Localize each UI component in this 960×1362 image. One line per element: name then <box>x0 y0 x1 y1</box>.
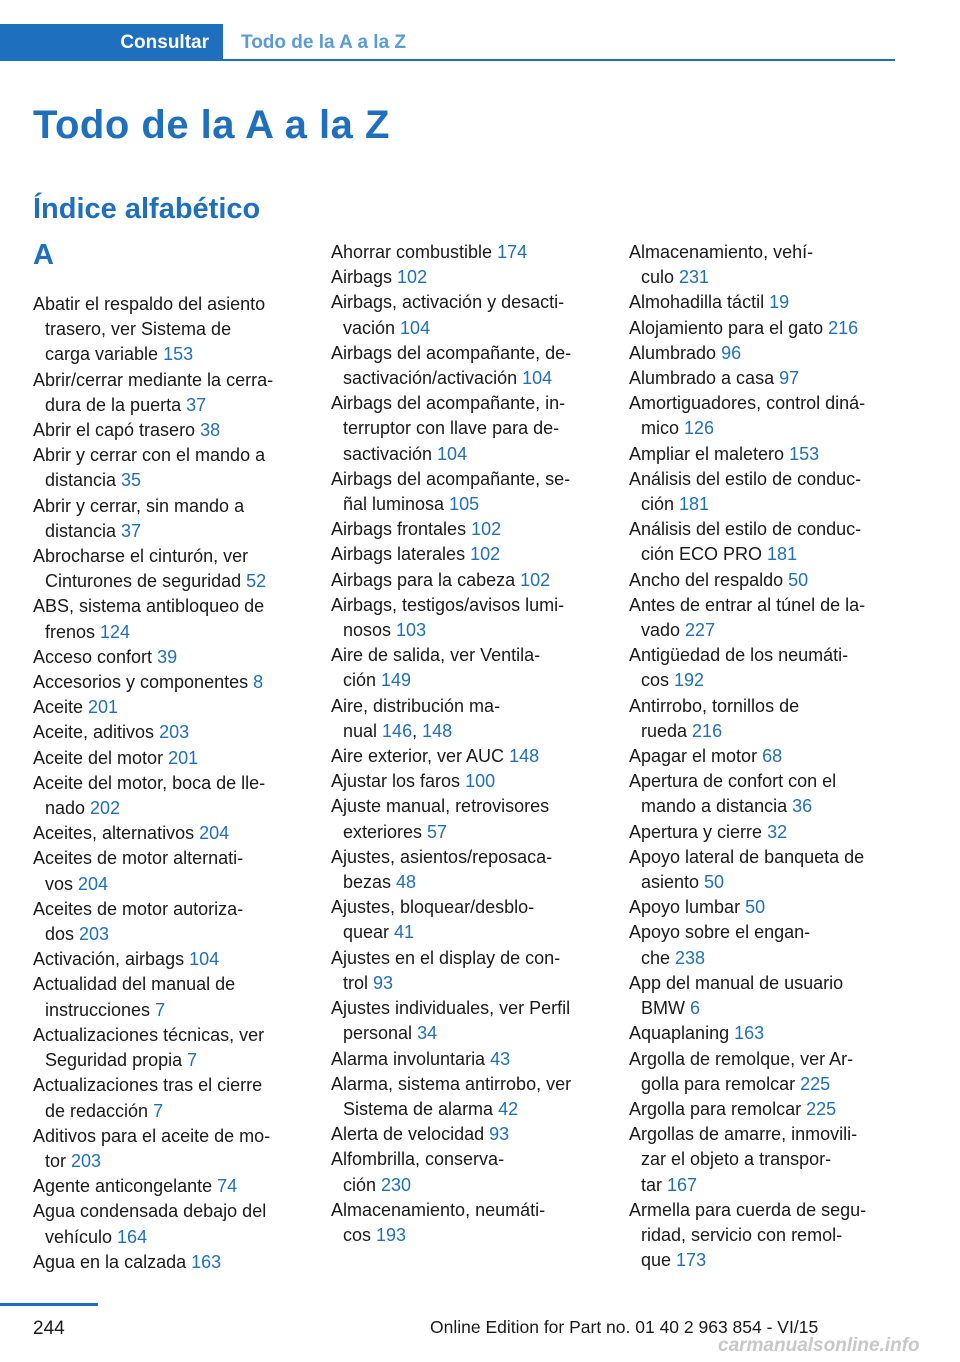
index-entry <box>33 821 313 846</box>
index-entry-text: Airbags, testigos/avisos lumi- <box>331 594 565 615</box>
section-title: Índice alfabético <box>33 193 261 225</box>
index-entry-text: Abrir/cerrar mediante la cerra- <box>33 369 274 390</box>
page-link[interactable]: 38 <box>200 420 221 441</box>
index-entry-text: nosos <box>343 620 397 641</box>
index-entry-text: instrucciones <box>45 999 156 1020</box>
index-entry-text: golla para remolcar <box>641 1073 801 1094</box>
index-entry-text: Abrir y cerrar con el mando a <box>33 445 266 466</box>
index-entry <box>629 769 909 819</box>
page-link[interactable]: 216 <box>828 317 859 338</box>
page-link[interactable]: 104 <box>437 443 468 464</box>
page-link[interactable]: 50 <box>788 569 809 590</box>
page-link[interactable]: 42 <box>498 1098 519 1119</box>
index-entry <box>629 341 909 366</box>
index-entry-text: vos <box>45 873 79 894</box>
index-entry <box>33 1124 313 1174</box>
index-entry <box>33 1250 313 1275</box>
index-entry-text: Almacenamiento, neumáti- <box>331 1199 546 1220</box>
index-entry-text: Airbags laterales <box>331 544 471 565</box>
index-entry <box>331 1072 611 1122</box>
index-entry-text: Argolla para remolcar <box>629 1098 807 1119</box>
index-entry <box>331 744 611 769</box>
index-entry-text: Aquaplaning <box>629 1023 735 1044</box>
index-entry-text: Acceso confort <box>33 646 158 667</box>
index-entry <box>629 1097 909 1122</box>
index-entry-text: asiento <box>641 872 705 893</box>
index-entry <box>629 1047 909 1097</box>
page-link[interactable]: 43 <box>490 1048 511 1069</box>
page-link[interactable]: 225 <box>800 1073 831 1094</box>
index-entry-text: vación <box>343 317 401 338</box>
page-link[interactable]: 102 <box>471 519 502 540</box>
index-entry <box>33 1174 313 1199</box>
index-entry-text: Alumbrado <box>629 342 722 363</box>
header-bar <box>0 24 895 61</box>
page-link[interactable]: 225 <box>806 1098 837 1119</box>
index-entry-text: che <box>641 947 676 968</box>
index-entry-text: Apoyo lumbar <box>629 897 746 918</box>
index-entry-text: Seguridad propia <box>45 1050 188 1071</box>
page-link[interactable]: 201 <box>88 697 119 718</box>
index-entry-text: ABS, sistema antibloqueo de <box>33 596 265 617</box>
index-entry-text: Apoyo sobre el engan- <box>629 922 811 943</box>
index-entry-text: Aire exterior, ver AUC <box>331 746 510 767</box>
index-entry <box>33 720 313 745</box>
page-link[interactable]: 238 <box>675 947 706 968</box>
page-link[interactable]: 7 <box>153 1100 164 1121</box>
page-link[interactable]: 93 <box>489 1124 510 1145</box>
page-link[interactable]: 19 <box>769 292 790 313</box>
page-link[interactable]: 104 <box>522 368 553 389</box>
index-entry-text: ción <box>343 670 382 691</box>
index-entry-text: Airbags para la cabeza <box>331 569 521 590</box>
page-link[interactable]: 34 <box>417 1023 438 1044</box>
index-entry-text: Armella para cuerda de segu- <box>629 1199 867 1220</box>
index-entry-text: App del manual de usuario <box>629 972 844 993</box>
index-entry-text: Abatir el respaldo del asiento <box>33 294 266 314</box>
index-entry-text: Actualizaciones técnicas, ver <box>33 1024 265 1045</box>
index-entry-text: Airbags del acompañante, in- <box>331 393 566 414</box>
index-entry <box>33 972 313 1022</box>
index-entry <box>33 746 313 771</box>
index-entry <box>629 643 909 693</box>
page-link[interactable]: 192 <box>674 670 705 691</box>
index-entry <box>629 1198 909 1274</box>
index-entry-text: Agua en la calzada <box>33 1251 192 1272</box>
index-entry <box>331 1122 611 1147</box>
index-entry <box>629 1021 909 1046</box>
page-link[interactable]: 146 <box>382 720 413 741</box>
index-entry-text: Airbags del acompañante, se- <box>331 468 571 489</box>
index-entry <box>331 694 611 744</box>
index-entry-text: Aditivos para el aceite de mo- <box>33 1125 271 1146</box>
index-entry-text: trasero, ver Sistema de <box>45 319 232 340</box>
index-entry-text: Argolla de remolque, ver Ar- <box>629 1048 854 1069</box>
index-entry-text: Argollas de amarre, inmovili- <box>629 1124 858 1145</box>
index-entry <box>629 391 909 441</box>
index-entry <box>33 897 313 947</box>
index-entry-text: de redacción <box>45 1100 154 1121</box>
page-link[interactable]: 7 <box>155 999 166 1020</box>
index-entry-text: tar <box>641 1174 668 1195</box>
index-entry <box>331 1047 611 1072</box>
index-entry-text: Apertura de confort con el <box>629 771 837 792</box>
page-link[interactable]: 52 <box>246 571 267 592</box>
watermark: carmanualsonline.info <box>718 1335 920 1356</box>
index-entry <box>629 290 909 315</box>
index-entry <box>33 544 313 594</box>
index-entry-text: distancia <box>45 470 122 491</box>
index-entry-text: Abrocharse el cinturón, ver <box>33 546 249 567</box>
index-entry-text: Almacenamiento, vehí- <box>629 242 814 262</box>
index-entry-text: quear <box>343 922 395 943</box>
index-entry-text: Aceite del motor, boca de lle- <box>33 772 266 793</box>
page-link[interactable]: 173 <box>676 1250 707 1271</box>
page-link[interactable]: 102 <box>520 569 551 590</box>
page-link[interactable]: 174 <box>497 242 528 262</box>
page-link[interactable]: 41 <box>394 922 415 943</box>
page-link[interactable]: 36 <box>792 796 813 817</box>
index-entry-text: Sistema de alarma <box>343 1098 499 1119</box>
index-entry-text: personal <box>343 1023 418 1044</box>
index-entry <box>33 846 313 896</box>
index-entry <box>331 341 611 391</box>
index-entry-text: Actualizaciones tras el cierre <box>33 1075 263 1096</box>
page-link[interactable]: 201 <box>168 747 199 768</box>
index-entry <box>331 1147 611 1197</box>
page-link[interactable]: 37 <box>186 394 207 415</box>
index-entry-text: sactivación/activación <box>343 368 523 389</box>
index-entry-text: Ajustes, asientos/reposaca- <box>331 846 553 867</box>
index-entry <box>331 996 611 1046</box>
page-link[interactable]: 35 <box>121 470 142 491</box>
index-entry <box>629 366 909 391</box>
index-entry-text: Ajustes, bloquear/desblo- <box>331 897 535 918</box>
index-column-2 <box>331 240 611 1248</box>
index-entry-text: dura de la puerta <box>45 394 187 415</box>
index-entry <box>33 292 313 368</box>
page-link[interactable]: 163 <box>191 1251 222 1272</box>
index-entry-text: Airbags frontales <box>331 519 472 540</box>
index-entry <box>331 517 611 542</box>
index-entry <box>33 645 313 670</box>
index-entry-text: Almohadilla táctil <box>629 292 770 313</box>
index-entry-text: Accesorios y componentes <box>33 672 254 693</box>
index-entry <box>331 643 611 693</box>
page-link[interactable]: 203 <box>159 722 190 743</box>
page-link[interactable]: 32 <box>767 821 788 842</box>
index-entry <box>629 442 909 467</box>
page-link[interactable]: 100 <box>465 771 496 792</box>
index-entry <box>33 771 313 821</box>
index-entry-text: Airbags, activación y desacti- <box>331 292 565 313</box>
index-entry-text: Aire de salida, ver Ventila- <box>331 645 541 666</box>
page-link[interactable]: 204 <box>78 873 109 894</box>
index-entry-text: Aceites, alternativos <box>33 823 200 844</box>
index-entry <box>629 467 909 517</box>
index-entry-text: mando a distancia <box>641 796 793 817</box>
index-entry-text: Alarma involuntaria <box>331 1048 491 1069</box>
index-entry-text: bezas <box>343 872 397 893</box>
index-entry-text: Ajustar los faros <box>331 771 466 792</box>
page-title: Todo de la A a la Z <box>33 103 390 147</box>
index-entry-text: Activación, airbags <box>33 949 190 970</box>
page-link[interactable]: 181 <box>767 544 798 565</box>
index-letter-heading: A <box>33 239 54 271</box>
page-link[interactable]: 37 <box>121 520 142 541</box>
index-entry-text: zar el objeto a transpor- <box>641 1149 832 1170</box>
index-entry <box>629 920 909 970</box>
index-entry-text: Alojamiento para el gato <box>629 317 829 338</box>
index-entry <box>331 794 611 844</box>
index-entry <box>331 290 611 340</box>
page-link[interactable]: 231 <box>679 267 710 288</box>
index-entry-text: Ahorrar combustible <box>331 242 498 262</box>
index-entry-text: Apoyo lateral de banqueta de <box>629 846 865 867</box>
page-link[interactable]: 164 <box>117 1226 148 1247</box>
index-entry-text: sactivación <box>343 443 438 464</box>
index-entry-text: frenos <box>45 621 101 642</box>
index-entry-text: Amortiguadores, control diná- <box>629 393 866 414</box>
index-entry-text: vado <box>641 620 686 641</box>
index-entry-text: ñal luminosa <box>343 494 450 515</box>
index-entry-text: Antes de entrar al túnel de la- <box>629 594 866 615</box>
index-entry-text: Ajustes individuales, ver Perfil <box>331 998 571 1019</box>
index-entry <box>331 845 611 895</box>
index-entry <box>331 265 611 290</box>
tab-todo-de-la-a-a-la-z[interactable]: Todo de la A a la Z <box>241 32 407 53</box>
index-entry-text: rueda <box>641 720 693 741</box>
index-entry <box>33 947 313 972</box>
page-link[interactable]: 102 <box>397 267 428 288</box>
index-entry-text: Aire, distribución ma- <box>331 695 501 716</box>
index-entry-text: Alfombrilla, conserva- <box>331 1149 505 1170</box>
index-entry-text: Análisis del estilo de conduc- <box>629 468 862 489</box>
index-entry-text: Alumbrado a casa <box>629 368 780 389</box>
page-link[interactable]: 148 <box>509 746 540 767</box>
index-entry <box>629 568 909 593</box>
page-link[interactable]: 57 <box>427 821 448 842</box>
index-entry-text: vehículo <box>45 1226 118 1247</box>
index-entry-text: trol <box>343 972 374 993</box>
index-column-3 <box>629 240 909 1273</box>
index-entry <box>629 895 909 920</box>
index-entry-text: Airbags <box>331 267 398 288</box>
index-entry-text: Aceite, aditivos <box>33 722 160 743</box>
index-entry-text: Ancho del respaldo <box>629 569 789 590</box>
header-divider <box>223 59 895 61</box>
index-entry-text: Agua condensada debajo del <box>33 1201 267 1222</box>
index-entry-text: Apagar el motor <box>629 746 763 767</box>
index-entry-text: ción <box>641 494 680 515</box>
index-entry-text: ción ECO PRO <box>641 544 768 565</box>
index-entry-text: ridad, servicio con remol- <box>641 1224 843 1245</box>
index-entry-text: tor <box>45 1150 72 1171</box>
index-entry <box>629 316 909 341</box>
index-entry-text: Ajuste manual, retrovisores <box>331 796 550 817</box>
page-link[interactable]: 148 <box>422 720 453 741</box>
page-link[interactable]: 230 <box>381 1174 412 1195</box>
index-entry-text: mico <box>641 418 685 439</box>
page-link[interactable]: 227 <box>685 620 716 641</box>
index-entry <box>33 443 313 493</box>
index-entry-text: que <box>641 1250 677 1271</box>
page-link[interactable]: 96 <box>721 342 742 363</box>
page-link[interactable]: 204 <box>199 823 230 844</box>
page-link[interactable]: 102 <box>470 544 501 565</box>
page-link[interactable]: 68 <box>762 746 783 767</box>
index-entry-text: nual <box>343 720 383 741</box>
page-link[interactable]: 153 <box>163 344 194 365</box>
index-entry-text: Actualidad del manual de <box>33 974 236 995</box>
index-entry-text: dos <box>45 924 80 945</box>
index-entry <box>629 694 909 744</box>
page-link[interactable]: 104 <box>400 317 431 338</box>
index-entry <box>629 1122 909 1198</box>
page-link[interactable]: 149 <box>381 670 412 691</box>
index-entry <box>629 845 909 895</box>
index-entry <box>331 1198 611 1248</box>
index-entry <box>33 1199 313 1249</box>
index-entry <box>629 744 909 769</box>
page-link[interactable]: 50 <box>745 897 766 918</box>
footer-edition: Online Edition for Part no. 01 40 2 963 854 - VI/15 <box>430 1317 819 1337</box>
index-entry-text: culo <box>641 267 680 288</box>
index-entry-text: Alerta de velocidad <box>331 1124 490 1145</box>
index-entry-text: ción <box>343 1174 382 1195</box>
index-entry <box>331 240 611 265</box>
index-entry-text: Antirrobo, tornillos de <box>629 695 800 716</box>
page-link[interactable]: 97 <box>779 368 800 389</box>
index-entry <box>629 971 909 1021</box>
page-link[interactable]: 8 <box>253 672 264 693</box>
index-entry <box>331 568 611 593</box>
page-link[interactable]: 126 <box>684 418 715 439</box>
index-entry <box>33 1073 313 1123</box>
index-entry <box>331 542 611 567</box>
page-link[interactable]: 167 <box>667 1174 698 1195</box>
index-entry-text: cos <box>343 1224 377 1245</box>
index-entry-text: Airbags del acompañante, de- <box>331 342 572 363</box>
index-entry <box>331 895 611 945</box>
index-entry-text: cos <box>641 670 675 691</box>
page-link[interactable]: 105 <box>449 494 480 515</box>
index-entry-text: distancia <box>45 520 122 541</box>
page-link[interactable]: 6 <box>690 998 701 1019</box>
page-link[interactable]: 74 <box>217 1176 238 1197</box>
index-entry-text: Alarma, sistema antirrobo, ver <box>331 1073 572 1094</box>
page-link[interactable]: 7 <box>187 1050 198 1071</box>
index-entry <box>331 769 611 794</box>
index-entry-text: BMW <box>641 998 690 1019</box>
index-entry <box>33 695 313 720</box>
index-entry-text: nado <box>45 798 91 819</box>
page-number: 244 <box>33 1318 65 1339</box>
index-entry-text: Aceites de motor alternati- <box>33 848 244 869</box>
page-link[interactable]: 48 <box>396 872 417 893</box>
index-entry-text: Análisis del estilo de conduc- <box>629 519 862 540</box>
page-link[interactable]: 203 <box>79 924 110 945</box>
index-entry <box>33 418 313 443</box>
page-link[interactable]: 181 <box>679 494 710 515</box>
index-entry <box>331 391 611 467</box>
index-entry <box>33 594 313 644</box>
index-entry-text: Apertura y cierre <box>629 821 768 842</box>
index-entry-text: Abrir y cerrar, sin mando a <box>33 495 245 516</box>
index-entry-text: Aceite del motor <box>33 747 169 768</box>
index-entry-text: Ampliar el maletero <box>629 443 790 464</box>
index-entry-text: Cinturones de seguridad <box>45 571 247 592</box>
index-entry <box>33 494 313 544</box>
index-entry-text: Aceite <box>33 697 89 718</box>
index-entry <box>33 368 313 418</box>
index-entry-text: Agente anticongelante <box>33 1176 218 1197</box>
page-link[interactable]: 103 <box>396 620 427 641</box>
index-entry-text: terruptor con llave para de- <box>343 418 560 439</box>
page-link[interactable]: 93 <box>373 972 394 993</box>
page-link[interactable]: 216 <box>692 720 723 741</box>
index-entry <box>629 240 909 290</box>
page-link[interactable]: 203 <box>71 1150 102 1171</box>
index-entry <box>331 593 611 643</box>
index-entry <box>629 593 909 643</box>
index-entry-text: exteriores <box>343 821 428 842</box>
index-entry-text: carga variable <box>45 344 164 365</box>
index-entry-text: Antigüedad de los neumáti- <box>629 645 849 666</box>
index-entry-text: Aceites de motor autoriza- <box>33 898 244 919</box>
index-entry <box>33 1023 313 1073</box>
page-link[interactable]: 124 <box>100 621 131 642</box>
tab-consultar[interactable]: Consultar <box>0 24 223 61</box>
page-link[interactable]: 193 <box>376 1224 407 1245</box>
index-entry <box>629 517 909 567</box>
index-entry <box>33 670 313 695</box>
index-entry <box>331 946 611 996</box>
page-link[interactable]: 153 <box>789 443 820 464</box>
index-entry <box>331 467 611 517</box>
page-link[interactable]: 202 <box>90 798 121 819</box>
footer-divider <box>0 1303 98 1306</box>
index-entry <box>629 820 909 845</box>
index-column-1 <box>33 240 313 1275</box>
index-entry-text: Ajustes en el display de con- <box>331 947 561 968</box>
page-separator: , <box>412 720 423 741</box>
index-entry-text: Abrir el capó trasero <box>33 420 201 441</box>
page-link[interactable]: 104 <box>189 949 220 970</box>
page-link[interactable]: 50 <box>704 872 725 893</box>
page-link[interactable]: 39 <box>157 646 178 667</box>
page-link[interactable]: 163 <box>734 1023 765 1044</box>
